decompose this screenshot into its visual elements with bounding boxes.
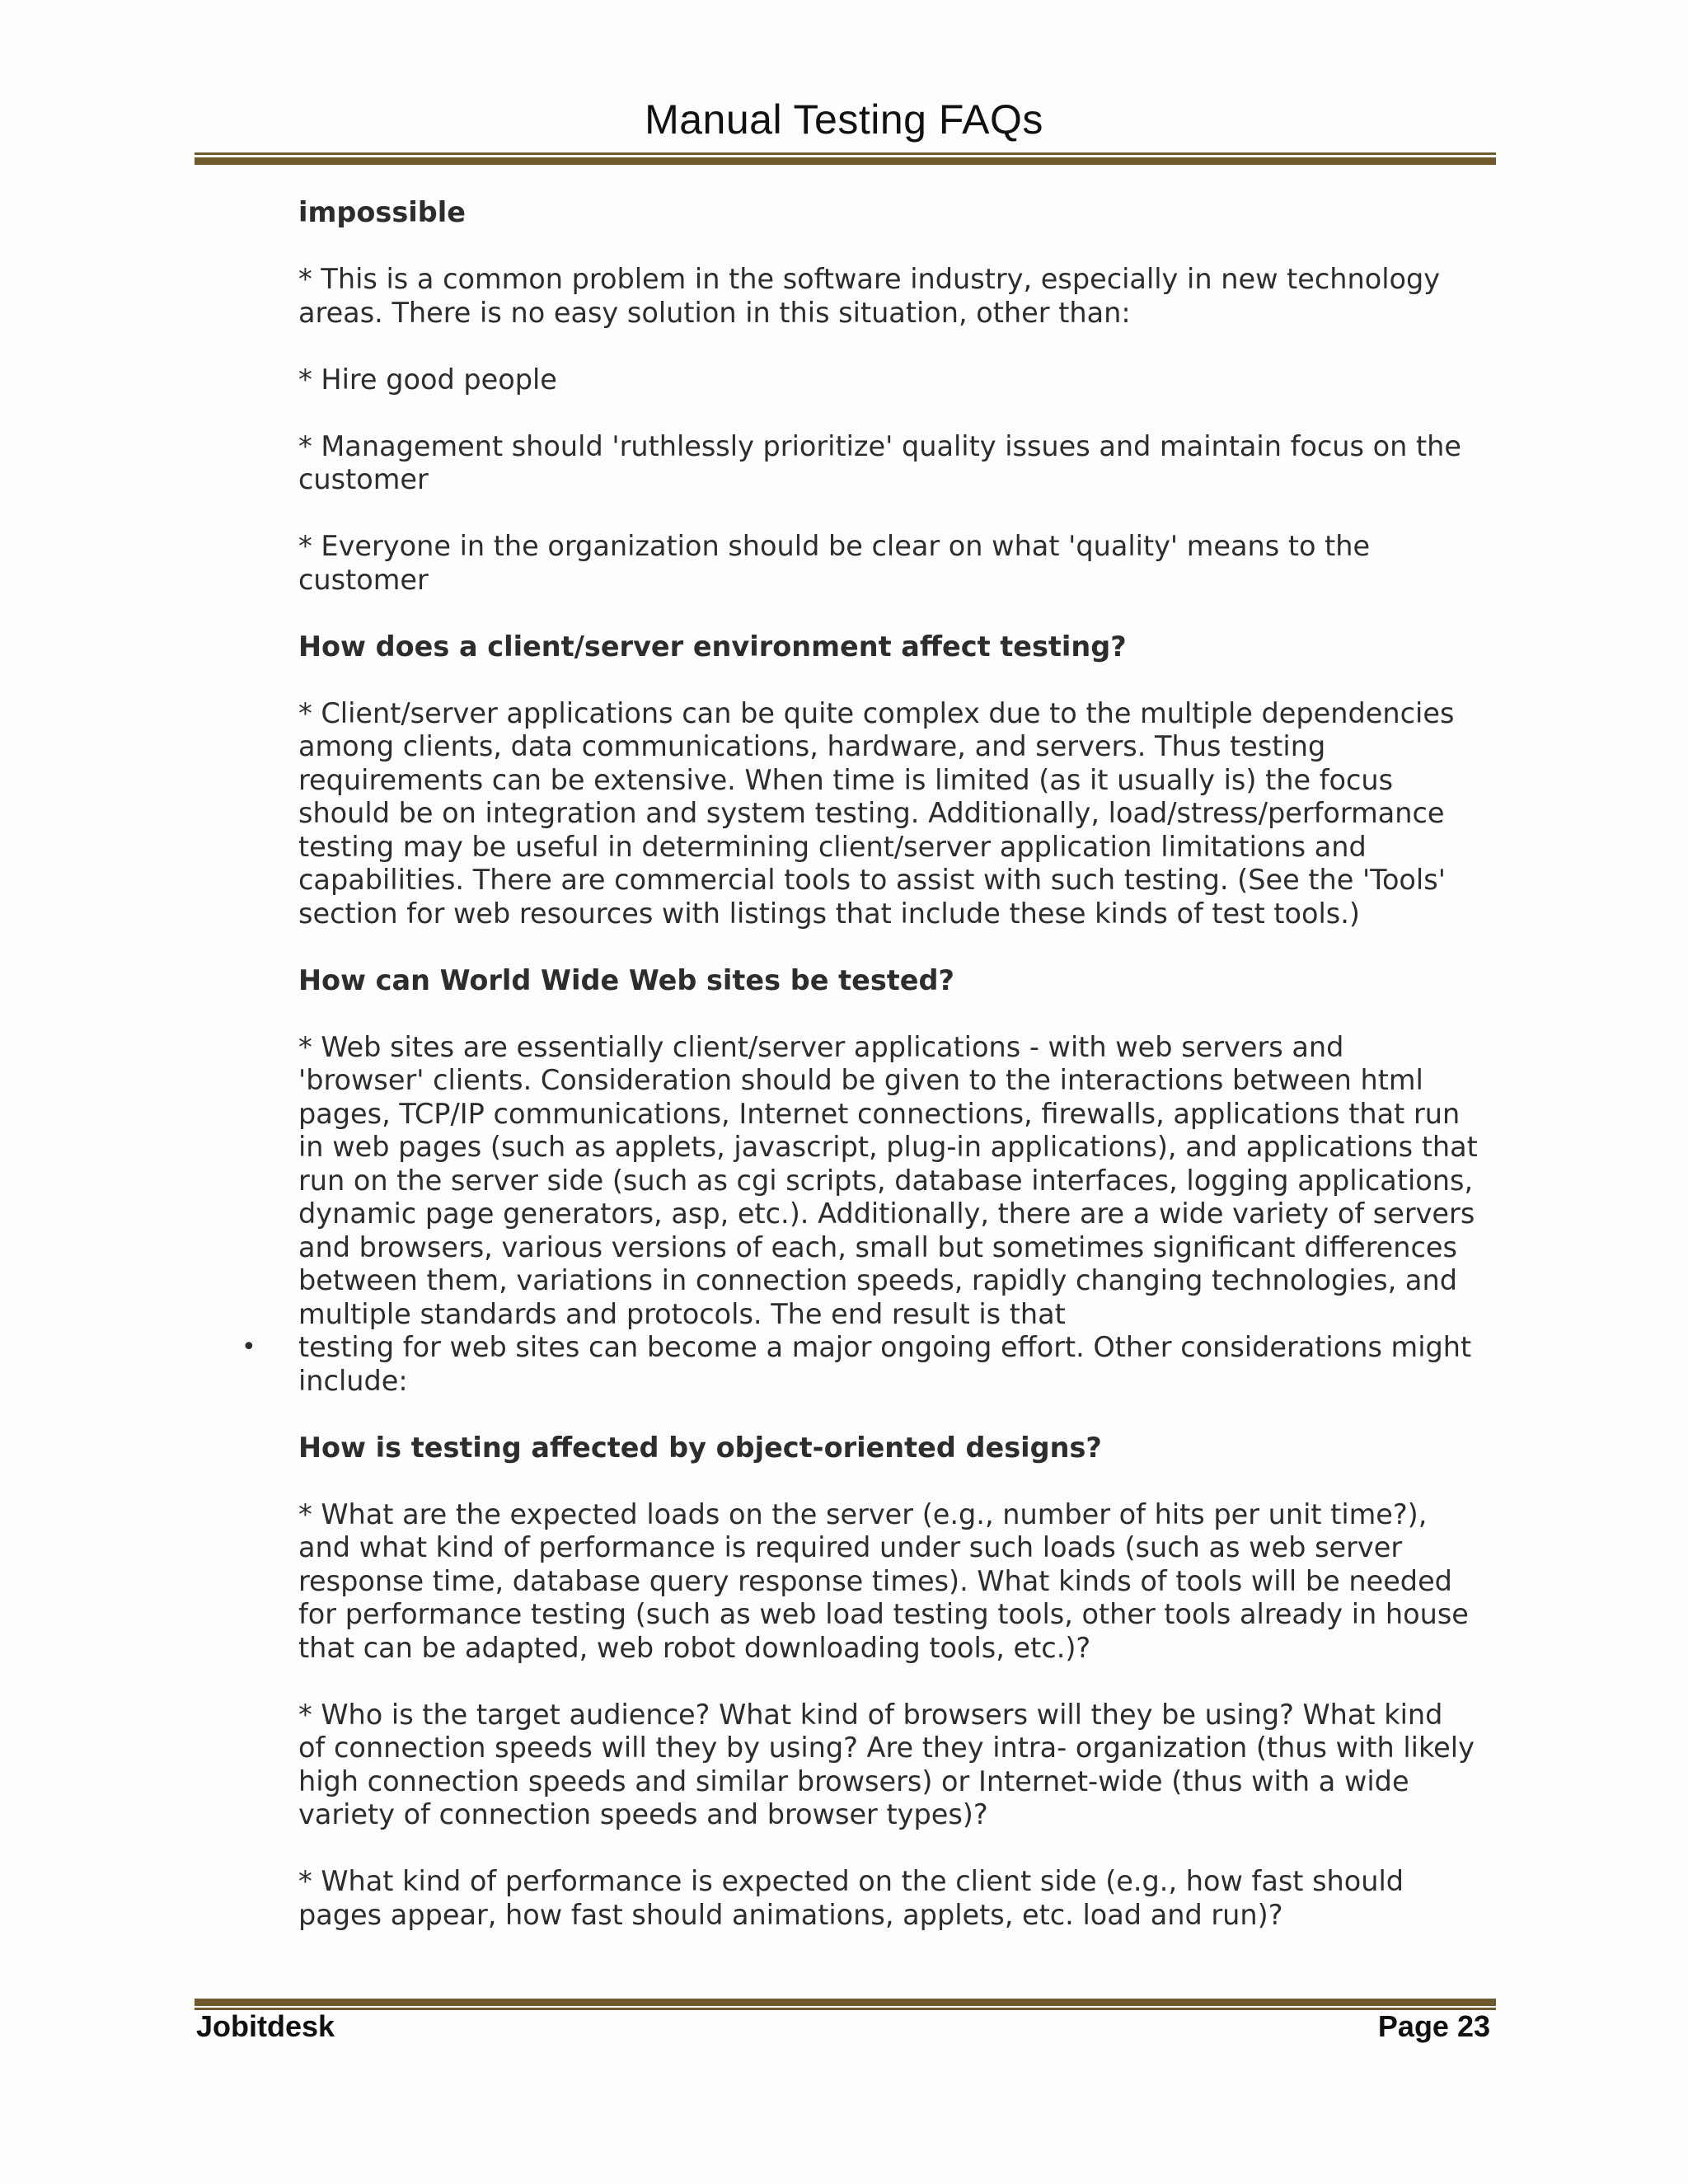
bullet-icon: • [241,1333,256,1361]
text-line: pages, TCP/IP communications, Internet connections, firewalls, applications that run [298,1097,1461,1130]
header-rule [195,152,1496,165]
text-line: * Everyone in the organization should be clear on what 'quality' means to the [298,530,1371,562]
text-line: 'browser' clients. Consideration should be given to the interactions between html [298,1064,1423,1096]
paragraph [298,1699,1502,1832]
text-line: * Client/server applications can be quite complex due to the multiple dependencies [298,696,1455,729]
text-line: response time, database query response times). What kinds of tools will be needed [298,1564,1452,1597]
text-line: testing may be useful in determining client/server application limitations and [298,830,1367,863]
footer-publisher: Jobitdesk [196,2009,335,2043]
text-line: variety of connection speeds and browser types)? [298,1798,988,1830]
text-line: customer [298,463,429,495]
text-line: run on the server side (such as cgi scripts, database interfaces, logging applications, [298,1164,1474,1197]
text-line: customer [298,563,429,596]
text-line: * What kind of performance is expected on the client side (e.g., how fast should [298,1865,1404,1897]
text-line: testing for web sites can become a major ongoing effort. Other considerations might [298,1331,1472,1363]
paragraph [298,530,1502,597]
text-line: high connection speeds and similar browsers) or Internet-wide (thus with a wide [298,1765,1409,1797]
text-line: section for web resources with listings that include these kinds of test tools.) [298,897,1360,930]
paragraph [298,363,1502,397]
text-line: multiple standards and protocols. The end result is that [298,1297,1066,1330]
document-body [241,196,1502,1966]
text-line: include: [298,1364,408,1397]
text-line: * Management should 'ruthlessly prioritize' quality issues and maintain focus on the [298,429,1461,462]
text-line: requirements can be extensive. When time is limited (as it usually is) the focus [298,763,1394,796]
paragraph [298,1498,1502,1666]
paragraph [298,1865,1502,1932]
bulleted-line [241,1331,1502,1365]
text-line: of connection speeds will they by using? Are they intra- organization (thus with likely [298,1732,1475,1764]
text-line: * This is a common problem in the software industry, especially in new technology [298,263,1441,295]
text-line: that can be adapted, web robot downloading tools, etc.)? [298,1631,1091,1664]
text-line: * What are the expected loads on the server (e.g., number of hits per unit time?), [298,1497,1428,1530]
footer-page-number: Page 23 [1377,2009,1490,2043]
paragraph [241,1030,1502,1399]
text-line: should be on integration and system testing. Additionally, load/stress/performance [298,797,1445,829]
question-heading: How can World Wide Web sites be tested? [298,963,954,996]
text-line: areas. There is no easy solution in this situation, other than: [298,296,1131,329]
text-line: and browsers, various versions of each, small but sometimes significant differences [298,1230,1457,1263]
question-heading: How is testing affected by object-oriented designs? [298,1431,1102,1464]
text-line: * Who is the target audience? What kind of browsers will they be using? What kind [298,1698,1443,1731]
text-line: * Hire good people [298,363,557,396]
text-line: in web pages (such as applets, javascript, plug-in applications), and applications that [298,1131,1478,1163]
text-line: capabilities. There are commercial tools to assist with such testing. (See the 'Tools' [298,864,1446,896]
question-heading: How does a client/server environment affect testing? [298,630,1127,663]
text-line: and what kind of performance is required under such loads (such as web server [298,1531,1403,1563]
continued-heading: impossible [298,196,466,228]
paragraph [298,263,1502,330]
text-line: pages appear, how fast should animations, applets, etc. load and run)? [298,1898,1283,1931]
footer-rule [195,1999,1496,2009]
paragraph [298,430,1502,497]
text-line: for performance testing (such as web load testing tools, other tools already in house [298,1598,1469,1630]
text-line: between them, variations in connection speeds, rapidly changing technologies, and [298,1264,1457,1296]
text-line: dynamic page generators, asp, etc.). Additionally, there are a wide variety of servers [298,1197,1475,1230]
text-line: among clients, data communications, hardware, and servers. Thus testing [298,730,1326,762]
page-header-title: Manual Testing FAQs [645,96,1043,143]
paragraph [298,697,1502,931]
text-line: * Web sites are essentially client/server applications - with web servers and [298,1030,1344,1063]
